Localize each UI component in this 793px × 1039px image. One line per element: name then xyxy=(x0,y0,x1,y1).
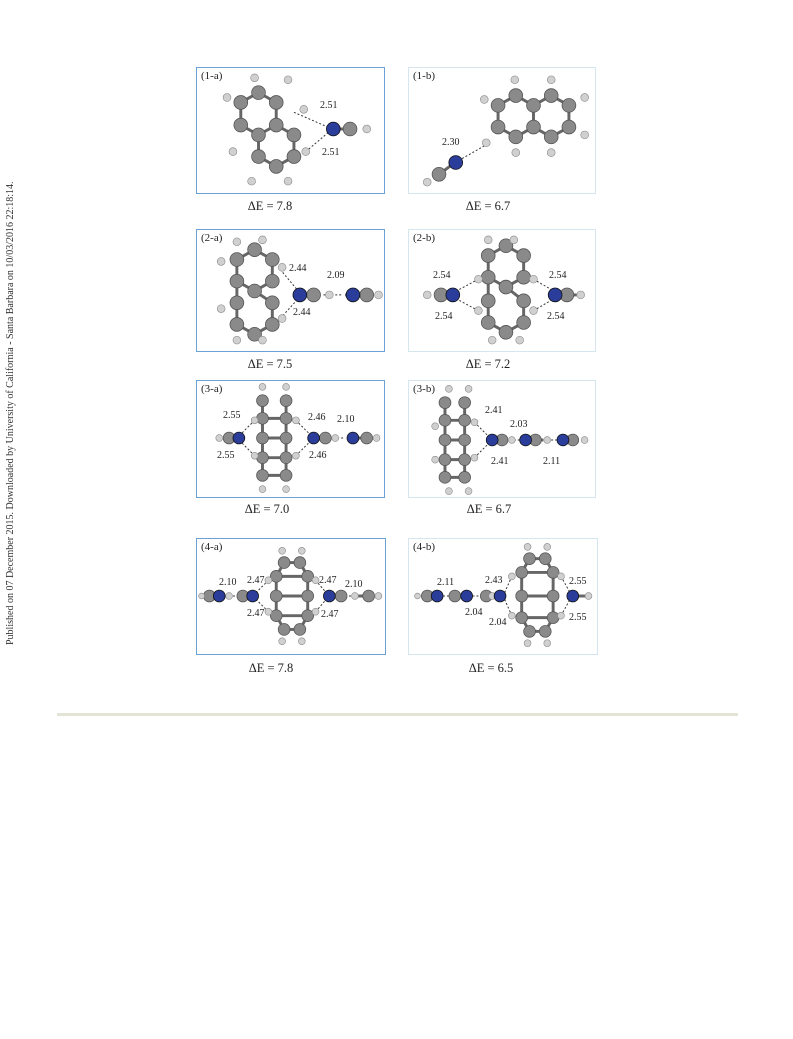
distance-label: 2.44 xyxy=(293,307,311,318)
distance-label: 2.44 xyxy=(289,263,307,274)
distance-label: 2.51 xyxy=(322,147,340,158)
energy-label-3a: ΔE = 7.0 xyxy=(244,502,290,516)
energy-label-1b: ΔE = 6.7 xyxy=(465,199,511,213)
molecule-3a xyxy=(197,381,384,497)
distance-label: 2.30 xyxy=(442,137,460,148)
panel-label: (3-a) xyxy=(201,383,223,395)
distance-label: 2.55 xyxy=(569,576,587,587)
distance-label: 2.47 xyxy=(247,608,265,619)
panel-label: (3-b) xyxy=(413,383,435,395)
molecule-4a xyxy=(197,539,385,654)
distance-label: 2.11 xyxy=(543,456,561,467)
side-note-text: Published on 07 December 2015. Downloaded by University of California - Santa Barbara on 10/03/2016 22:18:14. xyxy=(5,181,16,645)
distance-label: 2.09 xyxy=(327,270,345,281)
panel-label: (2-a) xyxy=(201,232,223,244)
energy-label-1a: ΔE = 7.8 xyxy=(247,199,293,213)
publication-side-note xyxy=(5,150,19,650)
distance-label: 2.55 xyxy=(223,410,241,421)
panel-label: (4-b) xyxy=(413,541,435,553)
panel-2a xyxy=(196,229,385,352)
panel-2b xyxy=(408,229,596,352)
panel-1a xyxy=(196,67,385,194)
molecule-4b xyxy=(409,539,597,654)
distance-label: 2.10 xyxy=(345,579,363,590)
distance-label: 2.46 xyxy=(309,450,327,461)
distance-label: 2.55 xyxy=(217,450,235,461)
panel-label: (1-a) xyxy=(201,70,223,82)
panel-4a xyxy=(196,538,386,655)
panel-1b xyxy=(408,67,596,194)
panel-3b xyxy=(408,380,596,498)
distance-label: 2.46 xyxy=(308,412,326,423)
distance-label: 2.41 xyxy=(485,405,503,416)
molecule-1b xyxy=(409,68,595,193)
panel-label: (1-b) xyxy=(413,70,435,82)
panel-label: (2-b) xyxy=(413,232,435,244)
distance-label: 2.04 xyxy=(489,617,507,628)
panel-3a xyxy=(196,380,385,498)
panel-4b xyxy=(408,538,598,655)
section-divider xyxy=(57,713,738,716)
distance-label: 2.51 xyxy=(320,100,338,111)
distance-label: 2.41 xyxy=(491,456,509,467)
distance-label: 2.55 xyxy=(569,612,587,623)
molecule-1a xyxy=(197,68,384,193)
energy-label-4a: ΔE = 7.8 xyxy=(248,661,294,675)
distance-label: 2.54 xyxy=(549,270,567,281)
distance-label: 2.54 xyxy=(435,311,453,322)
molecule-2a xyxy=(197,230,384,351)
distance-label: 2.47 xyxy=(319,575,337,586)
distance-label: 2.54 xyxy=(547,311,565,322)
molecule-2b xyxy=(409,230,595,351)
distance-label: 2.54 xyxy=(433,270,451,281)
molecule-3b xyxy=(409,381,595,497)
energy-label-3b: ΔE = 6.7 xyxy=(466,502,512,516)
distance-label: 2.04 xyxy=(465,607,483,618)
distance-label: 2.47 xyxy=(321,609,339,620)
energy-label-2a: ΔE = 7.5 xyxy=(247,357,293,371)
panel-label: (4-a) xyxy=(201,541,223,553)
distance-label: 2.43 xyxy=(485,575,503,586)
distance-label: 2.47 xyxy=(247,575,265,586)
distance-label: 2.11 xyxy=(437,577,455,588)
energy-label-2b: ΔE = 7.2 xyxy=(465,357,511,371)
energy-label-4b: ΔE = 6.5 xyxy=(468,661,514,675)
distance-label: 2.10 xyxy=(337,414,355,425)
distance-label: 2.03 xyxy=(510,419,528,430)
distance-label: 2.10 xyxy=(219,577,237,588)
